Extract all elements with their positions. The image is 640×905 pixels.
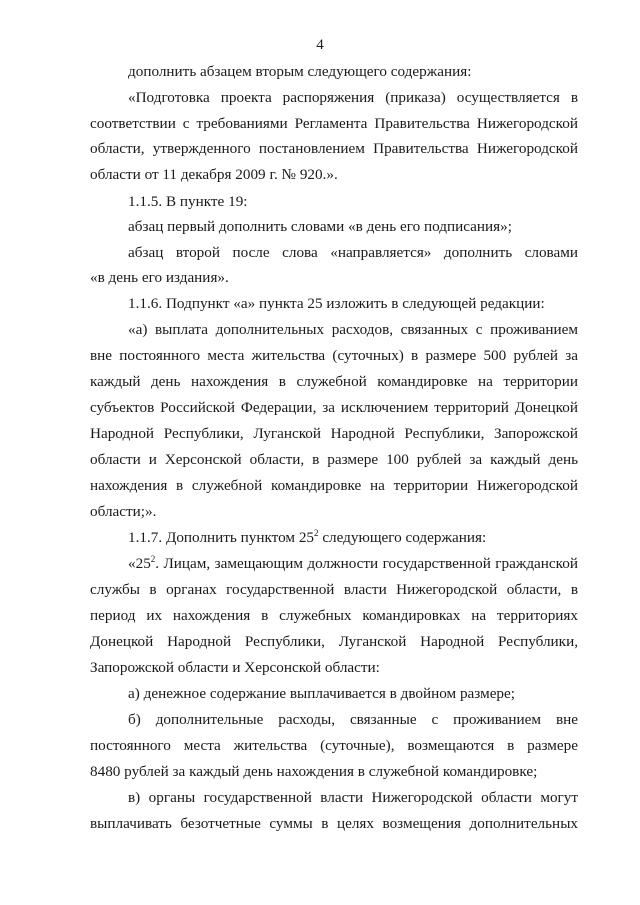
- line-text: области, утвержденного постановлением Правительства Нижегородской: [90, 140, 578, 157]
- text-line: [128, 320, 578, 340]
- text-line: [90, 476, 578, 496]
- text-line: [128, 788, 578, 808]
- text-line: [128, 217, 512, 237]
- line-text: «25: [128, 555, 151, 572]
- text-line: [90, 814, 578, 834]
- superscript: 2: [150, 554, 156, 564]
- text-line: [90, 372, 578, 392]
- text-line: [128, 88, 578, 108]
- line-text: области от 11 декабря 2009 г. № 920.».: [90, 166, 338, 183]
- text-line: [90, 580, 578, 600]
- text-line: [90, 606, 578, 626]
- line-text: 1.1.7. Дополнить пунктом 25: [128, 529, 315, 546]
- text-line: [90, 658, 380, 678]
- text-line: [128, 243, 578, 263]
- text-line: [128, 710, 578, 730]
- text-line: [128, 192, 248, 212]
- line-text: «в день его издания».: [90, 269, 229, 286]
- line-text: области;».: [90, 503, 157, 520]
- line-text: выплачивать безотчетные суммы в целях возмещения дополнительных: [90, 815, 578, 832]
- line-text: период их нахождения в служебных командировках на территориях: [90, 607, 578, 624]
- text-line: [90, 762, 537, 782]
- line-text: а) денежное содержание выплачивается в двойном размере;: [128, 685, 515, 702]
- line-text-continued: следующего содержания:: [318, 529, 487, 546]
- line-text: 1.1.5. В пункте 19:: [128, 193, 248, 210]
- line-text: абзац первый дополнить словами «в день его подписания»;: [128, 218, 512, 235]
- line-text: Народной Республики, Луганской Народной Республики, Запорожской: [90, 425, 578, 442]
- line-text: Донецкой Народной Республики, Луганской Народной Республики,: [90, 633, 578, 650]
- text-line: [90, 450, 578, 470]
- line-text: в) органы государственной власти Нижегородской области могут: [128, 789, 578, 806]
- text-line: [90, 398, 578, 418]
- line-text-continued: . Лицам, замещающим должности государственной гражданской: [155, 555, 578, 572]
- text-line: [90, 165, 338, 185]
- line-text: абзац второй после слова «направляется» дополнить словами: [128, 244, 578, 261]
- line-text: нахождения в служебной командировке на территории Нижегородской: [90, 477, 578, 494]
- text-line: [90, 424, 578, 444]
- line-text: дополнить абзацем вторым следующего содержания:: [128, 63, 472, 80]
- line-text: субъектов Российской Федерации, за исключением территорий Донецкой: [90, 399, 578, 416]
- line-text: Запорожской области и Херсонской области:: [90, 659, 380, 676]
- line-text: б) дополнительные расходы, связанные с проживанием вне: [128, 711, 578, 728]
- line-text: соответствии с требованиями Регламента Правительства Нижегородской: [90, 115, 578, 132]
- line-text: вне постоянного места жительства (суточных) в размере 500 рублей за: [90, 347, 578, 364]
- line-text: 8480 рублей за каждый день нахождения в служебной командировке;: [90, 763, 538, 780]
- page-number: 4: [316, 37, 324, 53]
- superscript: 2: [314, 528, 319, 538]
- text-line: [128, 294, 545, 314]
- text-line: [90, 632, 578, 652]
- text-line: [90, 139, 578, 159]
- text-line: [90, 736, 578, 756]
- line-text: каждый день нахождения в служебной командировке на территории: [90, 373, 578, 390]
- line-text: 1.1.6. Подпункт «а» пункта 25 изложить в следующей редакции:: [128, 295, 545, 312]
- line-text: «Подготовка проекта распоряжения (приказа) осуществляется в: [128, 89, 578, 106]
- text-line: [90, 346, 578, 366]
- text-line: [90, 268, 229, 288]
- text-line: [128, 554, 578, 574]
- text-line: [90, 114, 578, 134]
- text-line: [128, 684, 515, 704]
- text-line: [128, 528, 486, 548]
- text-line: [90, 502, 156, 522]
- line-text: «а) выплата дополнительных расходов, связанных с проживанием: [128, 321, 578, 338]
- text-line: [128, 62, 471, 82]
- line-text: службы в органах государственной власти Нижегородской области, в: [90, 581, 578, 598]
- line-text: области и Херсонской области, в размере 100 рублей за каждый день: [90, 451, 578, 468]
- line-text: постоянного места жительства (суточные), возмещаются в размере: [90, 737, 578, 754]
